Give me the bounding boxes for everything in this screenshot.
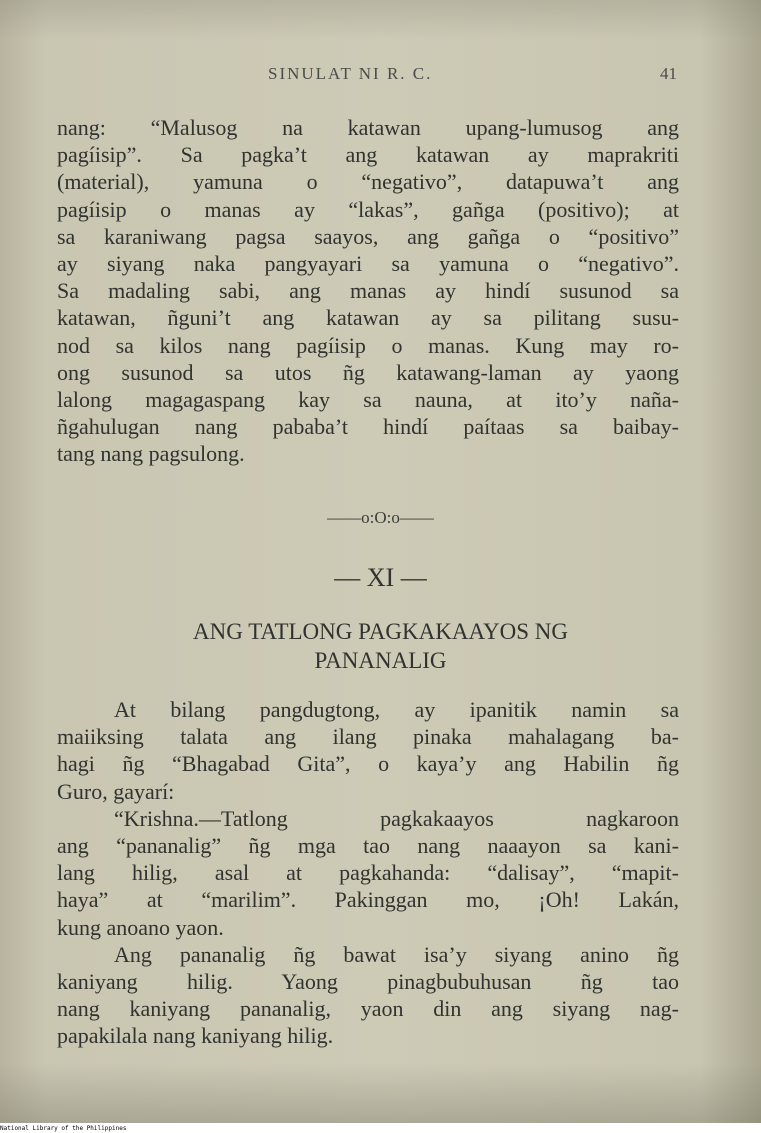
text-line: lang hilig, asal at pagkahanda: “dalisay”, “mapit- (57, 860, 679, 886)
text-line: kung anoano yaon. (57, 914, 224, 940)
text-line: At bilang pangdugtong, ay ipanitik namin sa (114, 697, 679, 722)
text-line: ñgahulugan nang pababa’t hindí paítaas sa baibay- (57, 414, 679, 440)
chapter-title (0, 617, 761, 675)
text-line: “Krishna.—Tatlong pagkakaayos nagkaroon (114, 805, 679, 831)
paragraph-2 (57, 696, 679, 1050)
text-line: hagi ñg “Bhagabad Gita”, o kaya’y ang Habilin ñg (57, 751, 679, 777)
text-line: ay siyang naka pangyayari sa yamuna o “negativo”. (57, 251, 679, 277)
running-title: SINULAT NI R. C. (268, 64, 433, 83)
page-header (0, 64, 761, 86)
chapter-number: — XI — (334, 563, 427, 592)
footer-credit: National Library of the Philippines (0, 1124, 761, 1133)
text-line: nang kaniyang pananalig, yaon din ang siyang nag- (57, 996, 679, 1022)
text-line: Guro, gayarí: (57, 778, 175, 804)
text-line: nang: “Malusog na katawan upang-lumusog ang (57, 115, 679, 140)
page-shading-bottom (0, 1063, 761, 1123)
text-line: sa karaniwang pagsa saayos, ang gañga o “positivo” (57, 223, 679, 249)
page-shading-top (0, 0, 761, 40)
chapter-title-line: PANANALIG (314, 648, 447, 673)
text-line: Ang pananalig ñg bawat isa’y siyang anino ñg (114, 941, 679, 967)
text-line: tang nang pagsulong. (57, 441, 245, 467)
text-line: pagíisip”. Sa pagka’t ang katawan ay maprakriti (57, 142, 679, 168)
text-line: maiiksing talata ang ilang pinaka mahalagang ba- (57, 724, 679, 750)
text-line: (material), yamuna o “negativo”, datapuwa’t ang (57, 169, 679, 195)
text-line: kaniyang hilig. Yaong pinagbubuhusan ñg tao (57, 969, 679, 995)
text-line: ang “pananalig” ñg mga tao nang naaayon sa kani- (57, 833, 679, 859)
paragraph-1 (57, 114, 679, 468)
text-line: papakilala nang kaniyang hilig. (57, 1023, 334, 1049)
page-number: 41 (660, 64, 677, 83)
text-line: katawan, ñguni’t ang katawan ay sa pilitang susu- (57, 305, 679, 331)
section-separator: ——o:O:o—— (327, 508, 434, 527)
text-line: Sa madaling sabi, ang manas ay hindí susunod sa (57, 278, 679, 304)
text-line: nod sa kilos nang pagíisip o manas. Kung may ro- (57, 332, 679, 358)
text-line: lalong magagaspang kay sa nauna, at ito’y naña- (57, 387, 679, 413)
text-line: ong susunod sa utos ñg katawang-laman ay yaong (57, 359, 679, 385)
text-line: haya” at “marilim”. Pakinggan mo, ¡Oh! Lakán, (57, 887, 679, 913)
chapter-title-line: ANG TATLONG PAGKAKAAYOS NG (193, 619, 568, 644)
text-line: pagíisip o manas ay “lakas”, gañga (positivo); at (57, 196, 679, 222)
